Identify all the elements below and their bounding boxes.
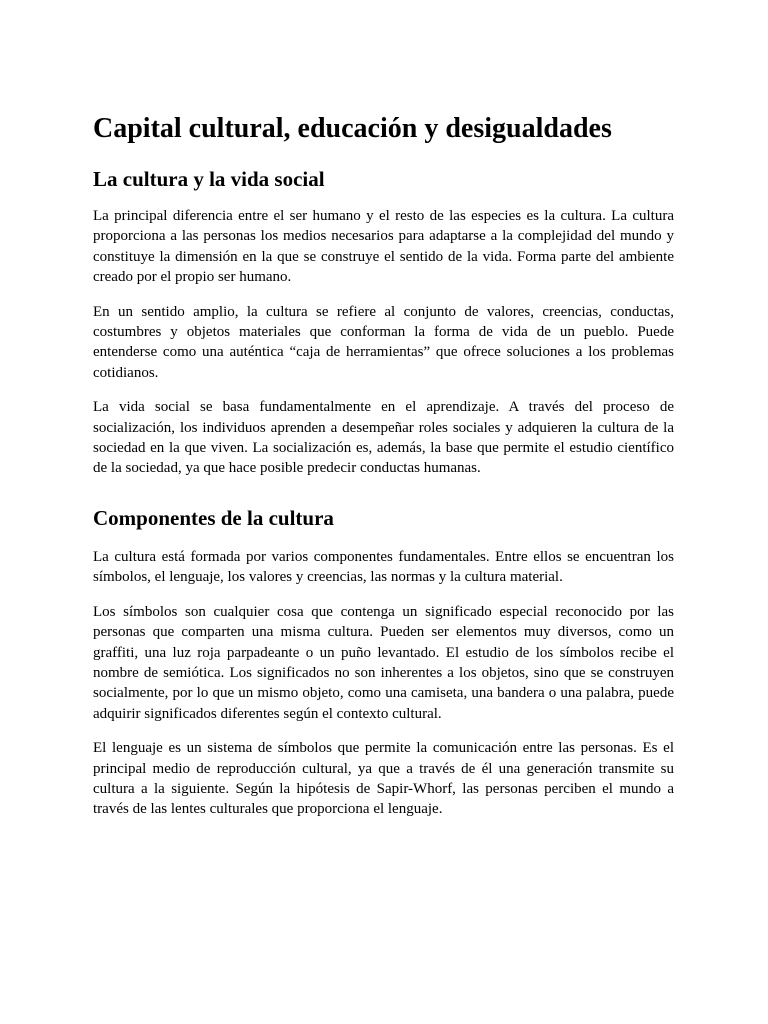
document-title: Capital cultural, educación y desigualdades [93, 113, 612, 144]
section-cultura-vida-social [93, 166, 674, 479]
paragraph: El lenguaje es un sistema de símbolos que permite la comunicación entre las personas. Es el principal medio de reproducción cultural, ya que a través de él una generación transmite su cultura a la siguiente. Según la hipótesis de Sapir-Whorf, las personas perciben el mundo a través de las lentes culturales que proporciona el lenguaje. [93, 740, 674, 818]
section-heading: Componentes de la cultura [93, 505, 334, 530]
paragraph: Los símbolos son cualquier cosa que contenga un significado especial reconocido por las personas que comparten una misma cultura. Pueden ser elementos muy diversos, como un graffiti, una luz roja parpadeante o un puño levantado. El estudio de los símbolos recibe el nombre de semiótica. Los significados no son inherentes a los objetos, sino que se construyen socialmente, por lo que un mismo objeto, como una camiseta, una bandera o una palabra, puede adquirir significados diferentes según el contexto cultural. [93, 603, 674, 722]
paragraph: La principal diferencia entre el ser humano y el resto de las especies es la cultura. La cultura proporciona a las personas los medios necesarios para adaptarse a la complejidad del mundo y constituye la dimensión en la que se construye el sentido de la vida. Forma parte del ambiente creado por el propio ser humano. [93, 208, 674, 286]
paragraph: La cultura está formada por varios componentes fundamentales. Entre ellos se encuentran los símbolos, el lenguaje, los valores y creencias, las normas y la cultura material. [93, 548, 674, 586]
paragraph: La vida social se basa fundamentalmente en el aprendizaje. A través del proceso de socialización, los individuos aprenden a desempeñar roles sociales y adquieren la cultura de la sociedad en la que viven. La socialización es, además, la base que permite el estudio científico de la sociedad, ya que hace posible predecir conductas humanas. [93, 399, 674, 477]
section-componentes-cultura [93, 505, 674, 820]
paragraph: En un sentido amplio, la cultura se refiere al conjunto de valores, creencias, conductas, costumbres y objetos materiales que conforman la forma de vida de un pueblo. Puede entenderse como una auténtica “caja de herramientas” que ofrece soluciones a los problemas cotidianos. [93, 303, 674, 381]
section-heading: La cultura y la vida social [93, 167, 325, 191]
